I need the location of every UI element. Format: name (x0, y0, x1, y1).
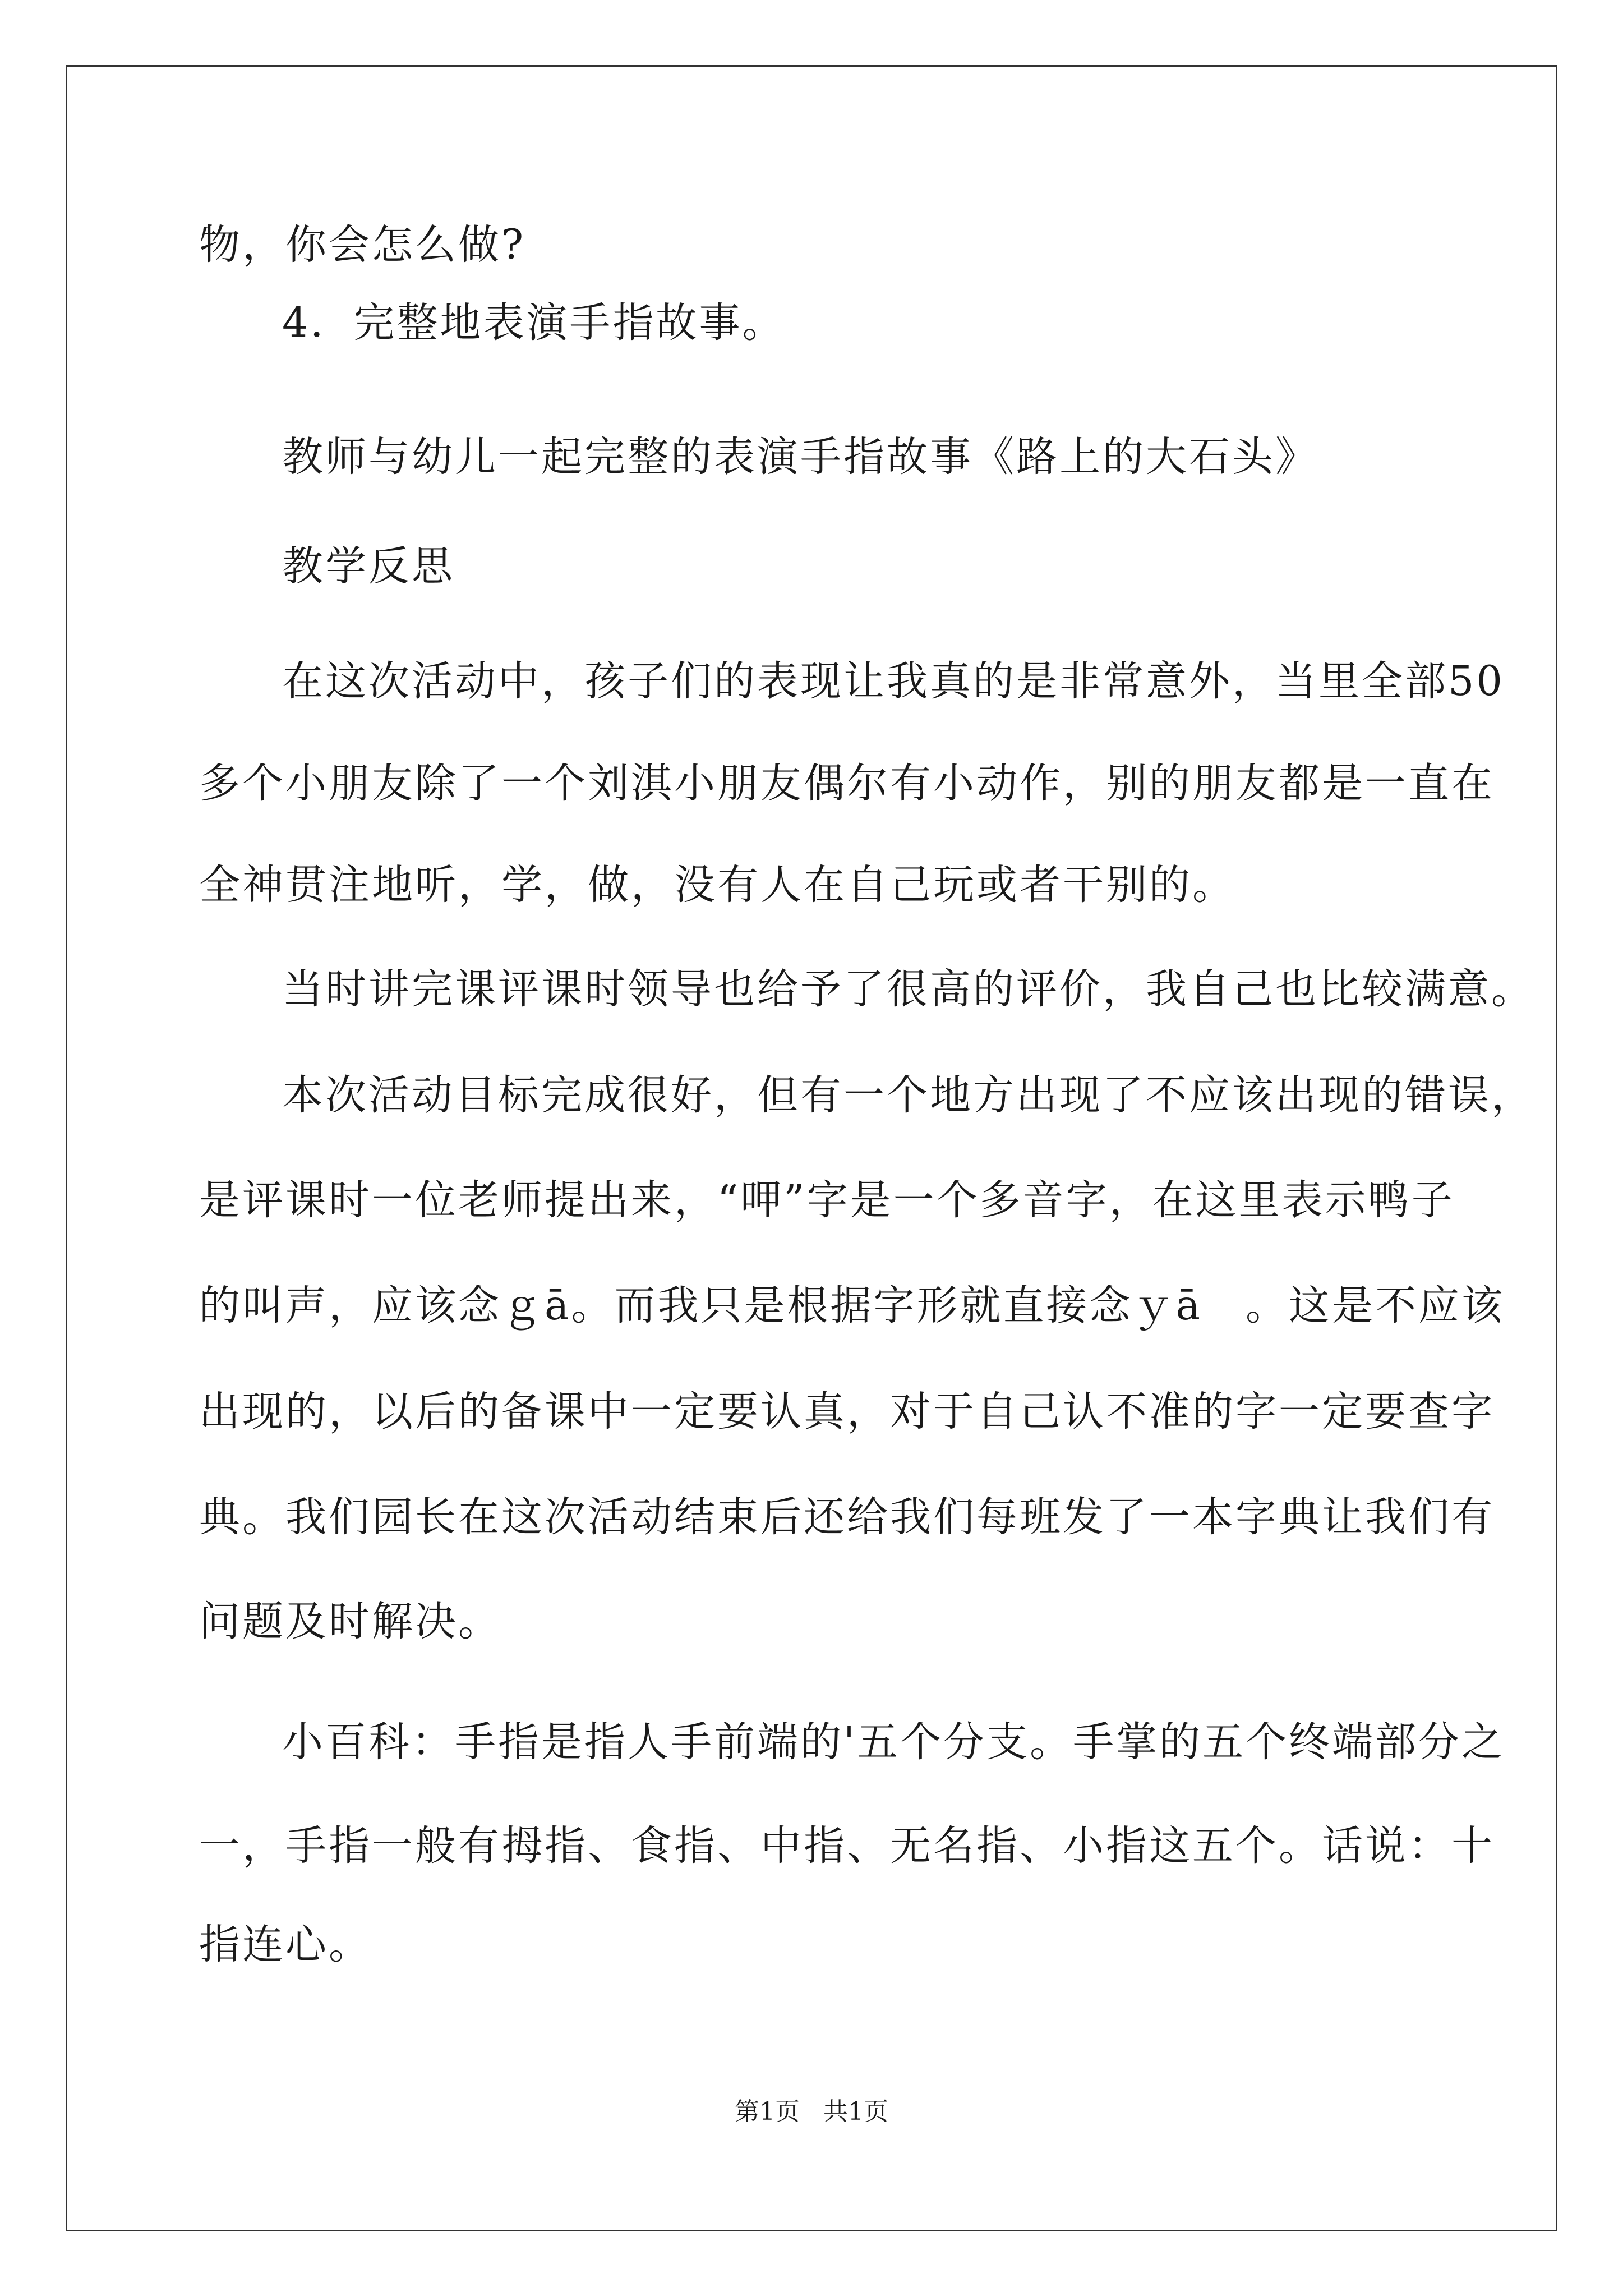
text-line: 一，手指一般有拇指、食指、中指、无名指、小指这五个。话说：十 (199, 1822, 1495, 1870)
page-footer: 第1页 共1页 (735, 2097, 888, 2126)
text-line: 在这次活动中，孩子们的表现让我真的是非常意外，当里全部50 (282, 657, 1505, 705)
text-line: 多个小朋友除了一个刘淇小朋友偶尔有小动作，别的朋友都是一直在 (199, 760, 1495, 807)
text-line: 的叫声，应该念ｇā。而我只是根据字形就直接念ｙā 。这是不应该 (199, 1282, 1505, 1329)
text-line: 物，你会怎么做? (199, 221, 526, 269)
page-border (66, 65, 1557, 2231)
text-line: 问题及时解决。 (199, 1598, 501, 1645)
text-line: 当时讲完课评课时领导也给予了很高的评价，我自己也比较满意。 (282, 965, 1534, 1013)
text-line: 4．完整地表演手指故事。 (282, 299, 786, 347)
section-heading: 教学反思 (282, 542, 455, 590)
text-line: 教师与幼儿一起完整的表演手指故事《路上的大石头》 (282, 433, 1318, 481)
text-line: 小百科：手指是指人手前端的'五个分支。手掌的五个终端部分之 (282, 1718, 1505, 1766)
text-line: 本次活动目标完成很好，但有一个地方出现了不应该出现的错误， (282, 1071, 1534, 1119)
text-line: 是评课时一位老师提出来，“呷”字是一个多音字，在这里表示鸭子 (199, 1176, 1455, 1224)
text-line: 指连心。 (199, 1921, 372, 1968)
text-line: 全神贯注地听，学，做，没有人在自己玩或者干别的。 (199, 861, 1235, 909)
text-line: 典。我们园长在这次活动结束后还给我们每班发了一本字典让我们有 (199, 1493, 1495, 1541)
text-line: 出现的，以后的备课中一定要认真，对于自己认不准的字一定要查字 (199, 1388, 1495, 1435)
